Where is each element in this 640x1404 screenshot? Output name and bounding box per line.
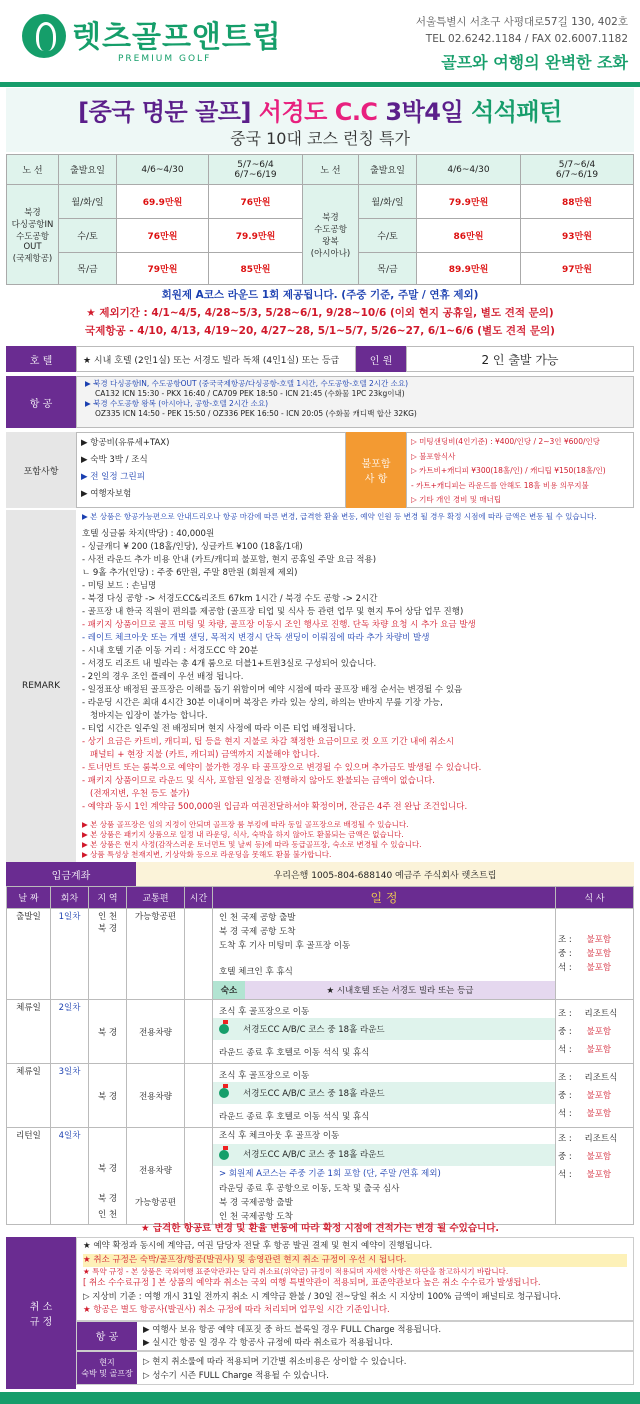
day-label: 월/화/일	[359, 185, 417, 219]
day-label: 수/토	[359, 219, 417, 253]
day-label: 월/화/일	[59, 185, 117, 219]
golf-flag-icon	[219, 1150, 229, 1160]
col-time: 시간	[185, 887, 213, 909]
area-cell: 인 천 북 경	[89, 909, 127, 1000]
slogan: 골프와 여행의 완벽한 조화	[441, 53, 628, 72]
transport-cell: 전용차량	[127, 1000, 185, 1064]
golf-round: 서경도CC A/B/C 코스 중 18홀 라운드	[213, 1082, 555, 1104]
date-cell: 체류일	[7, 1000, 51, 1064]
itinerary-cell: 조식 후 체크아웃 후 골프장 이동 서경도CC A/B/C 코스 중 18홀 라운드 > 회원제 A코스는 주중 기준 1회 포함 (단, 주말 /연휴 제외) 라운딩 종료 후 공항으로 이동, 도착 및 출국 심사 북 경 국제공항 출발 인 천 국제공항 도착	[213, 1128, 556, 1225]
golf-round: 서경도CC A/B/C 코스 중 18홀 라운드	[213, 1144, 555, 1166]
flight-info: ▶ 북경 다싱공항IN, 수도공항OUT (중국국제항공/다싱공항-호텔 1시간, 수도공항-호텔 2시간 소요) CA132 ICN 15:30 - PKX 16:40 / CA709 PEK 18:50 - ICN 21:45 (수화물 1PC 23kg이내) ▶ 북경 수도공항 왕복 (아시아나, 공항-호텔 2시간 소요) OZ335 ICN 14:50 - PEK 15:50 / OZ336 PEK 16:50 - ICN 20:05 (수화물 캐디백 합산 32KG)	[76, 376, 634, 428]
route-capital: 북경 수도공항 왕복 (아시아나)	[303, 185, 359, 285]
divider	[0, 82, 640, 87]
meals-cell: 조 : 리조트식 중 : 불포함 석 : 불포함	[556, 1000, 634, 1064]
include-row	[6, 432, 634, 508]
date-cell: 출발일	[7, 909, 51, 1000]
time-cell	[185, 1000, 213, 1064]
price-table	[6, 154, 634, 285]
date-cell: 체류일	[7, 1064, 51, 1128]
col-date: 날 짜	[7, 887, 51, 909]
price-cell: 97만원	[521, 253, 634, 285]
price-cell: 76만원	[117, 219, 209, 253]
header-period1: 4/6~4/30	[117, 155, 209, 185]
brand-subtitle: PREMIUM GOLF	[118, 54, 212, 64]
meals-cell: 조 : 리조트식 중 : 불포함 석 : 불포함	[556, 1128, 634, 1225]
price-cell: 79.9만원	[417, 185, 521, 219]
transport-cell: 가능항공편	[127, 909, 185, 1000]
hotel-label: 호 텔	[6, 346, 76, 372]
time-cell	[185, 909, 213, 1000]
area-cell: 북 경	[89, 1000, 127, 1064]
price-cell: 89.9만원	[417, 253, 521, 285]
itinerary-cell: 조식 후 골프장으로 이동 서경도CC A/B/C 코스 중 18홀 라운드 라운드 종료 후 호텔로 이동 석식 및 휴식	[213, 1000, 556, 1064]
golf-round: 서경도CC A/B/C 코스 중 18홀 라운드	[213, 1018, 555, 1040]
remark-label: REMARK	[6, 510, 76, 862]
header-day: 출발요일	[59, 155, 117, 185]
price-cell: 93만원	[521, 219, 634, 253]
cancel-local: ▷ 현지 취소룰에 따라 적용되며 기간별 취소비용은 상이할 수 있습니다. ▷ 성수기 시즌 FULL Charge 적용될 수 있습니다.	[143, 1356, 407, 1381]
title-banner	[6, 88, 634, 152]
remark-section	[6, 510, 634, 862]
area-cell: 북 경	[89, 1064, 127, 1128]
hotel-text: ★ 시내 호텔 (2인1실) 또는 서경도 빌라 독채 (4인1실) 또는 등급	[76, 346, 356, 372]
include-list: ▶ 항공비(유류세+TAX) ▶ 숙박 3박 / 조식 ▶ 전 일정 그린피 ▶ 여행자보험	[76, 432, 346, 508]
day-label: 수/토	[59, 219, 117, 253]
header-route: 노 선	[303, 155, 359, 185]
schedule-table	[6, 886, 634, 1225]
day-cell: 2일차	[51, 1000, 89, 1064]
transport-cell: 전용차량	[127, 1064, 185, 1128]
note-member-course: 회원제 A코스 라운드 1회 제공됩니다. (주중 기준, 주말 / 연휴 제외)	[161, 289, 479, 301]
col-transport: 교통편	[127, 887, 185, 909]
brand-name: 렛츠골프앤트립	[72, 20, 282, 55]
price-cell: 85만원	[209, 253, 303, 285]
day-cell: 3일차	[51, 1064, 89, 1128]
col-day: 회차	[51, 887, 89, 909]
cancel-local-label: 현지 숙박 및 골프장	[77, 1352, 137, 1384]
flight-row	[6, 376, 634, 428]
day-cell: 1일차	[51, 909, 89, 1000]
include-label: 포함사항	[6, 432, 76, 508]
header	[0, 0, 640, 86]
exclude-label: 불포함 사 항	[346, 432, 406, 508]
meals-cell: 조 : 불포함 중 : 불포함 석 : 불포함	[556, 909, 634, 1000]
main-title: [중국 명문 골프] 서경도 C.C 3박4일 석석패턴	[78, 98, 562, 126]
change-note: ★ 급격한 항공료 변경 및 환율 변동에 따라 확정 시점에 견적가는 변경 될 수있습니다.	[141, 1223, 499, 1234]
golf-flag-icon	[219, 1088, 229, 1098]
hotel-bar	[213, 981, 555, 999]
day-label: 목/금	[359, 253, 417, 285]
pax-label: 인 원	[356, 346, 406, 372]
phone: TEL 02.6242.1184 / FAX 02.6007.1182	[425, 33, 628, 45]
cancel-label: 취 소 규 정	[6, 1237, 76, 1389]
note-exclude: ★ 제외기간 : 4/1~4/5, 4/28~5/3, 5/28~6/1, 9/28~10/6 (이외 현지 공휴일, 별도 견적 문의)	[86, 307, 554, 319]
header-period1: 4/6~4/30	[417, 155, 521, 185]
route-daxing: 북경 다싱공항IN 수도공항OUT (국제항공)	[7, 185, 59, 285]
col-area: 지 역	[89, 887, 127, 909]
col-meals: 식 사	[556, 887, 634, 909]
day-label: 목/금	[59, 253, 117, 285]
day-cell: 4일차	[51, 1128, 89, 1225]
hotel-row	[6, 346, 634, 372]
price-cell: 69.9만원	[117, 185, 209, 219]
cancel-air-label: 항 공	[77, 1322, 137, 1350]
exclude-list: ▷ 미팅샌딩비(4인기준) : ¥400/인당 / 2~3인 ¥600/인당 ▷ 불포함식사 ▷ 카트비+캐디피 ¥300(18홀/인) / 캐디팁 ¥150(18홀/인) - 카트+캐디피는 라운드를 안해도 18홀 비용 의무지불 ▷ 기타 개인 경비 및 매너팁	[406, 432, 634, 508]
meals-cell: 조 : 리조트식 중 : 불포함 석 : 불포함	[556, 1064, 634, 1128]
payment-row	[6, 862, 634, 886]
time-cell	[185, 1064, 213, 1128]
transport-cell: 전용차량 가능항공편	[127, 1128, 185, 1225]
price-cell: 79.9만원	[209, 219, 303, 253]
header-day: 출발요일	[359, 155, 417, 185]
cancel-policy	[6, 1237, 634, 1389]
subtitle: 중국 10대 코스 런칭 특가	[230, 129, 410, 148]
itinerary-cell: 조식 후 골프장으로 이동 서경도CC A/B/C 코스 중 18홀 라운드 라운드 종료 후 호텔로 이동 석식 및 휴식	[213, 1064, 556, 1128]
note-airline: 국제항공 - 4/10, 4/13, 4/19~20, 4/27~28, 5/1~5/7, 5/26~27, 6/1~6/6 (별도 견적 문의)	[85, 325, 555, 337]
header-route: 노 선	[7, 155, 59, 185]
lodging-value: ★ 시내호텔 또는 서경도 빌라 또는 등급	[245, 981, 555, 999]
contact-info	[416, 14, 628, 48]
area-cell: 북 경 북 경 인 천	[89, 1128, 127, 1225]
header-period2: 5/7~6/4 6/7~6/19	[521, 155, 634, 185]
itinerary-cell: 인 천 국제 공항 출발 북 경 국제 공항 도착 도착 후 기사 미팅미 후 골프장 이동 호텔 체크인 후 휴식 숙소 ★ 시내호텔 또는 서경도 빌라 또는 등급	[213, 909, 556, 1000]
pax-value: 2 인 출발 가능	[406, 346, 634, 372]
cancel-air: ▶ 여행사 보유 항공 예약 데포짓 중 하드 블록일 경우 FULL Charge 적용됩니다. ▶ 실시간 항공 일 경우 각 항공사 규정에 따라 취소료가 적용됩니다.	[143, 1324, 442, 1348]
time-cell	[185, 1128, 213, 1225]
golf-flag-icon	[219, 1024, 229, 1034]
flight-label: 항 공	[6, 376, 76, 428]
address: 서울특별시 서초구 사평대로57길 130, 402호	[415, 16, 628, 28]
price-cell: 76만원	[209, 185, 303, 219]
price-cell: 86만원	[417, 219, 521, 253]
price-cell: 88만원	[521, 185, 634, 219]
header-period2: 5/7~6/4 6/7~6/19	[209, 155, 303, 185]
price-cell: 79만원	[117, 253, 209, 285]
remark-body: ▶ 본 상품은 항공가능편으로 안내드리오나 항공 마감에 따른 변경, 급격한 환율 변동, 예약 인원 등 변경 될 경우 확정 시점에 따라 금액은 변동 될 수 있습니다. 호텔 싱글룸 차지(박당) : 40,000원 - 싱글캐디 ¥ 200 (18홀/인당), 싱글카트 ¥100 (18홀/1대) - 사전 라운드 추가 비용 안내 (카트/캐디피 불포함, 현지 공휴일 주말 요금 적용) ㄴ 9홀 추가(인당) : 주중 6만원, 주말 8만원 (회원제 제외) - 미팅 보드 : 손님명 - 북경 다싱 공항 -> 서경도CC&리조트 67km 1시간 / 북경 수도 공항 -> 2시간 - 골프장 내 한국 직원이 편의를 제공함 (골프장 티업 및 식사 등 관련 업무 및 현지 투어 상담 업무 진행) - 패키지 상품이므로 골프 미팅 및 차량, 골프장 이동시 조인 행사로 진행. 단독 차량 요청 시 추가 요금 발생 - 레이트 체크아웃 또는 개별 샌딩, 목적지 변경시 단독 샌딩이 이뤄짐에 따라 추가 차량비 발생 - 시내 호텔 기준 이동 거리 : 서경도CC 약 20분 - 서경도 리조트 내 빌라는 총 4개 룸으로 더블1+트윈3실로 구성되어 있습니다. - 2인의 경우 조인 플레이 우선 배정 됩니다. - 일정표상 배정된 골프장은 이해를 돕기 위함이며 예약 시점에 따라 골프장 배정 순서는 변경될 수 있음 - 라운딩 시간은 최대 4시간 30분 이내이며 복장은 카라 있는 상의, 하의는 반바지 무릎 기장 가능, 청바지는 입장이 불가능 합니다. - 티업 시간은 일주일 전 배정되며 현지 사정에 따라 이른 티업 배정됩니다. - 상기 요금은 카트비, 캐디피, 팁 등을 현지 지불로 차감 책정한 요금이므로 컷 오프 기간 내에 취소시 패널티 + 현장 지불 (카트, 캐디피) 금액까지 지불해야 합니다. - 토너먼트 또는 룸북으로 예약이 불가한 경우 타 골프장으로 변경될 수 있으며 추가금도 발생될 수 있습니다. - 패키지 상품이므로 라운드 및 식사, 포함된 일정을 진행하지 않아도 환불되는 금액이 없습니다. (전재지변, 우천 등도 불가) - 예약과 동시 1인 계약금 500,000원 입금과 여권전달하셔야 확정이며, 잔금은 4주 전 완납 조건입니다. ▶ 본 상품 골프장은 임의 지정이 안되며 골프장 룸 부킹에 따라 동일 골프장으로 배정될 수 있습니다. ▶ 본 상품은 패키지 상품으로 일정 내 라운딩, 식사, 숙박을 하지 않아도 환불되는 금액은 없습니다. ▶ 본 상품은 현지 사정(감작스러운 토너먼트 및 날씨 등)에 따라 동급골프장, 숙소로 변경될 수 있습니다. ▶ 상품 특성상 천재지변, 기상악화 등으로 라운딩을 못해도 환불 불가합니다.	[82, 512, 597, 859]
date-cell: 리턴일	[7, 1128, 51, 1225]
payment-label: 입금계좌	[6, 862, 136, 886]
col-itinerary: 일 정	[213, 887, 556, 909]
footer-bar	[0, 1392, 640, 1404]
cancel-body: ★ 예약 확정과 동시에 계약금, 여권 담당자 전달 후 항공 발권 결제 및 현지 예약이 진행됩니다. ★ 취소 규정은 숙박/골프장/항공(발권사) 및 송영관련 현지 취소 규정이 우선 시 됩니다. ★ 특약 규정 - 본 상품은 국외여행 표준약관과는 달리 취소료(위약금) 규정이 적용되며 자세한 사항은 하단을 참고하시기 바랍니다. [ 취소 수수료규정 ] 본 상품의 예약과 취소는 국외 여행 특별약관이 적용되며, 표준약관보다 높은 취소 수수료가 발생됩니다. ▷ 지상비 기준 : 여행 개시 31일 전까지 취소 시 계약금 환불 / 30일 전~당일 취소 시 지상비 100% 금액이 패널티로 청구됩니다. ★ 항공은 별도 항공사(발권사) 취소 규정에 따라 처리되며 업무일 시간 기준입니다. 항 공 ▶ 여행사 보유 항공 예약 데포짓 중 하드 블록일 경우 FULL Charge 적용됩니다. ▶ 실시간 항공 일 경우 각 항공사 규정에 따라 취소료가 적용됩니다. 현지 숙박 및 골프장 ▷ 현지 취소룰에 따라 적용되며 기간별 취소비용은 상이할 수 있습니다. ▷ 성수기 시즌 FULL Charge 적용될 수 있습니다.	[76, 1237, 634, 1389]
golf-logo-icon	[22, 14, 66, 58]
payment-account: 우리은행 1005-804-688140 예금주 주식회사 렛츠트립	[136, 862, 634, 886]
lodging-label: 숙소	[213, 981, 245, 999]
notes	[6, 286, 634, 342]
